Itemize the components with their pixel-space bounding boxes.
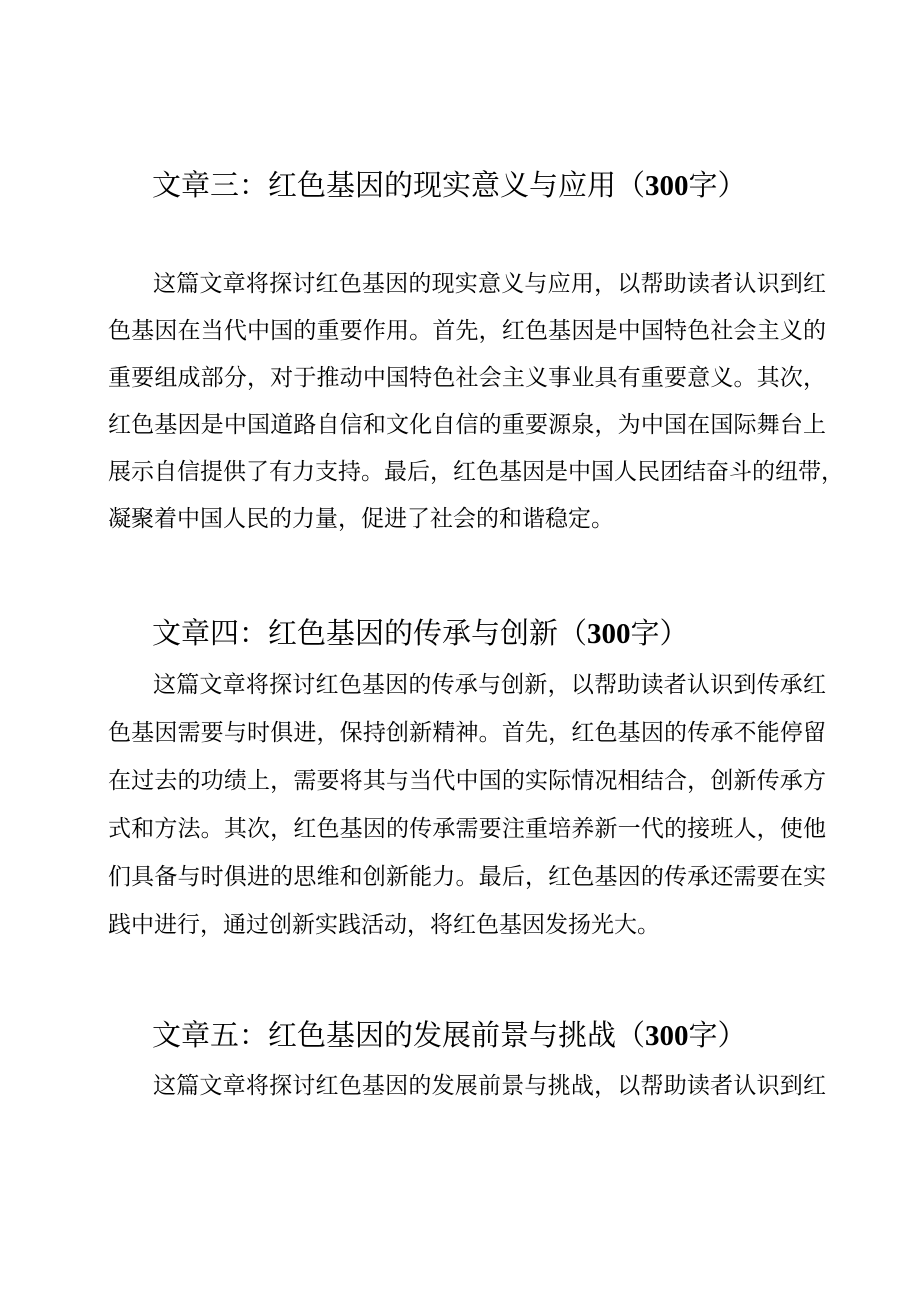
section-3-paragraph-line: 这篇文章将探讨红色基因的现实意义与应用，以帮助读者认识到红 [153, 271, 826, 297]
section-3-heading-prefix: 文章三：红色基因的现实意义与应用（ [152, 168, 646, 202]
section-3-paragraph-line: 红色基因是中国道路自信和文化自信的重要源泉，为中国在国际舞台上 [108, 412, 826, 438]
section-3-paragraph-line: 展示自信提供了有力支持。最后，红色基因是中国人民团结奋斗的纽带， [108, 459, 844, 485]
section-4-paragraph-line: 们具备与时俱进的思维和创新能力。最后，红色基因的传承还需要在实 [108, 864, 826, 890]
section-3-heading-number: 300 [645, 170, 689, 202]
section-3-heading [152, 165, 747, 206]
section-5-paragraph-line: 这篇文章将探讨红色基因的发展前景与挑战，以帮助读者认识到红 [153, 1073, 826, 1099]
section-3-paragraph-line: 色基因在当代中国的重要作用。首先，红色基因是中国特色社会主义的 [108, 318, 826, 344]
section-5-heading [152, 1015, 747, 1056]
section-3-heading-suffix: 字） [688, 168, 747, 202]
section-4-paragraph-line: 这篇文章将探讨红色基因的传承与创新，以帮助读者认识到传承红 [153, 672, 826, 698]
section-3-paragraph-line: 凝聚着中国人民的力量，促进了社会的和谐稳定。 [108, 506, 614, 532]
section-4-heading [152, 613, 689, 654]
section-4-heading-suffix: 字） [630, 616, 689, 650]
section-4-paragraph-line: 色基因需要与时俱进，保持创新精神。首先，红色基因的传承不能停留 [108, 720, 826, 746]
section-4-paragraph-line: 在过去的功绩上，需要将其与当代中国的实际情况相结合，创新传承方 [108, 768, 826, 794]
section-5-heading-prefix: 文章五：红色基因的发展前景与挑战（ [152, 1018, 646, 1052]
section-3-paragraph-line: 重要组成部分，对于推动中国特色社会主义事业具有重要意义。其次， [108, 365, 826, 391]
section-5-heading-suffix: 字） [688, 1018, 747, 1052]
section-4-heading-prefix: 文章四：红色基因的传承与创新（ [152, 616, 588, 650]
section-4-paragraph-line: 式和方法。其次，红色基因的传承需要注重培养新一代的接班人，使他 [108, 816, 826, 842]
section-5-heading-number: 300 [645, 1020, 689, 1052]
section-4-paragraph-line: 践中进行，通过创新实践活动，将红色基因发扬光大。 [108, 912, 660, 938]
section-4-heading-number: 300 [587, 618, 631, 650]
